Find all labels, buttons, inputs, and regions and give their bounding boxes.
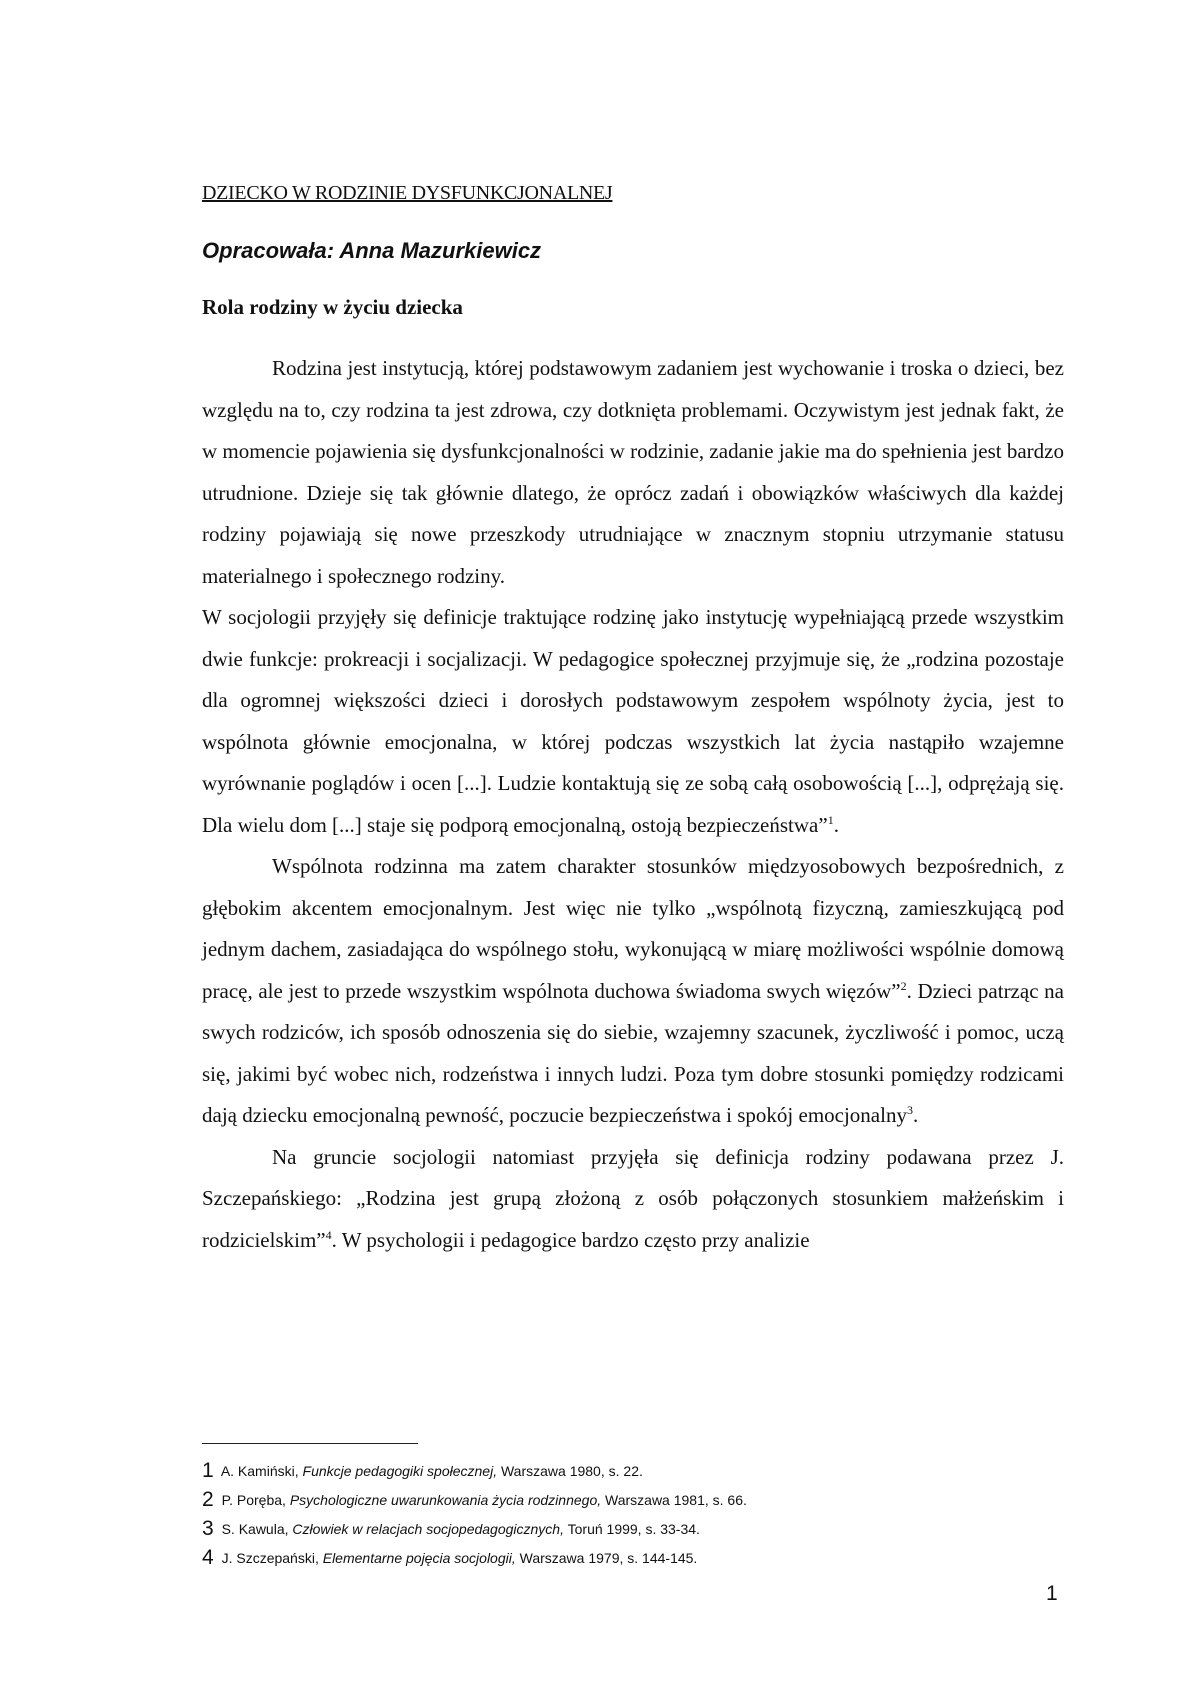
section-heading: Rola rodziny w życiu dziecka bbox=[202, 295, 463, 319]
paragraph-3 bbox=[202, 846, 1064, 1137]
paragraph-2-text: W socjologii przyjęły się definicje traktujące rodzinę jako instytucję wypełniającą przede wszystkim dwie funkcje: prokreacji i socjalizacji. W pedagogice społecznej przyjmuje się, że „rodzina pozostaje dla ogromnej większości dzieci i dorosłych podstawowym zespołem wspólnoty życia, jest to wspólnota głównie emocjonalna, w której podczas wszystkich lat życia nastąpiło wzajemne wyrównanie poglądów i ocen [...]. Ludzie kontaktują się ze sobą całą osobowością [...], odprężają się. Dla wielu dom [...] staje się podporą emocjonalną, ostoją bezpieczeństwa” bbox=[202, 605, 1064, 837]
footnote-ref-1: 1 bbox=[827, 812, 834, 827]
footnote-author: P. Poręba, bbox=[221, 1492, 286, 1508]
footnote-number: 3 bbox=[202, 1517, 214, 1540]
footnote-details: Warszawa 1981, s. 66. bbox=[605, 1492, 747, 1508]
footnote-details: Warszawa 1980, s. 22. bbox=[500, 1463, 643, 1479]
footnotes bbox=[202, 1456, 1064, 1572]
footnote bbox=[202, 1485, 1064, 1514]
footnote-ref-3: 3 bbox=[906, 1103, 913, 1117]
paragraph-1: Rodzina jest instytucją, której podstawowym zadaniem jest wychowanie i troska o dzieci, bez względu na to, czy rodzina ta jest zdrowa, czy dotknięta problemami. Oczywistym jest jednak fakt, że w momencie pojawienia się dysfunkcjonalności w rodzinie, zadanie jakie ma do spełnienia jest bardzo utrudnione. Dzieje się tak głównie dlatego, że oprócz zadań i obowiązków właściwych dla każdej rodziny pojawiają się nowe przeszkody utrudniające w znacznym stopniu utrzymanie statusu materialnego i społecznego rodziny. bbox=[202, 356, 1064, 588]
footnote-number: 1 bbox=[202, 1459, 214, 1482]
page-number: 1 bbox=[1046, 1582, 1058, 1605]
footnote-ref-4: 4 bbox=[325, 1227, 332, 1242]
paragraph-4-cont: . W psychologii i pedagogice bardzo często przy analizie bbox=[331, 1227, 810, 1252]
footnote-title: Elementarne pojęcia socjologii, bbox=[322, 1550, 516, 1566]
footnote-ref-2: 2 bbox=[900, 978, 907, 993]
footnote bbox=[202, 1543, 1064, 1572]
author-line: Opracowała: Anna Mazurkiewicz bbox=[202, 238, 542, 263]
paragraph-3-cont: . Dzieci patrząc na swych rodziców, ich sposób odnoszenia się do siebie, wzajemny szacunek, życzliwość i pomoc, uczą się, jakimi być wobec nich, rodzeństwa i innych ludzi. Poza tym dobre stosunki pomiędzy rodzicami dają dziecku emocjonalną pewność, poczucie bezpieczeństwa i spokój emocjonalny bbox=[202, 978, 1064, 1127]
footnote-author: S. Kawula, bbox=[221, 1521, 289, 1537]
footnote bbox=[202, 1514, 1064, 1543]
footnote-title: Funkcje pedagogiki społecznej, bbox=[302, 1463, 498, 1479]
footnote-title: Człowiek w relacjach socjopedagogicznych, bbox=[292, 1521, 564, 1537]
footnote-details: Warszawa 1979, s. 144-145. bbox=[519, 1550, 698, 1566]
footnote-separator bbox=[202, 1443, 418, 1444]
footnote-number: 2 bbox=[202, 1488, 214, 1511]
footnote-author: A. Kamiński, bbox=[220, 1463, 299, 1479]
paragraph-3-text: Wspólnota rodzinna ma zatem charakter stosunków międzyosobowych bezpośrednich, z głębokim akcentem emocjonalnym. Jest więc nie tylko „wspólnotą fizyczną, zamieszkującą pod jednym dachem, zasiadająca do wspólnego stołu, wykonującą w miarę możliwości wspólnie domową pracę, ale jest to przede wszystkim wspólnota duchowa świadoma swych więzów” bbox=[202, 854, 1064, 1003]
footnote-details: Toruń 1999, s. 33-34. bbox=[567, 1521, 700, 1537]
paragraph-4 bbox=[202, 1137, 1064, 1262]
footnote bbox=[202, 1456, 1064, 1485]
footnote-number: 4 bbox=[202, 1546, 214, 1569]
document-title: DZIECKO W RODZINIE DYSFUNKCJONALNEJ bbox=[202, 182, 613, 204]
paragraph-2-end: . bbox=[833, 812, 839, 837]
paragraph-3-end: . bbox=[912, 1103, 919, 1127]
footnote-title: Psychologiczne uwarunkowania życia rodzinnego, bbox=[289, 1492, 602, 1508]
paragraph-2 bbox=[202, 597, 1064, 846]
paragraph-4-text: Na gruncie socjologii natomiast przyjęła się definicja rodziny podawana przez J. Szczepańskiego: „Rodzina jest grupą złożoną z osób połączonych stosunkiem małżeńskim i rodzicielskim” bbox=[202, 1144, 1064, 1252]
body-text bbox=[202, 348, 1064, 1261]
footnote-author: J. Szczepański, bbox=[221, 1550, 319, 1566]
